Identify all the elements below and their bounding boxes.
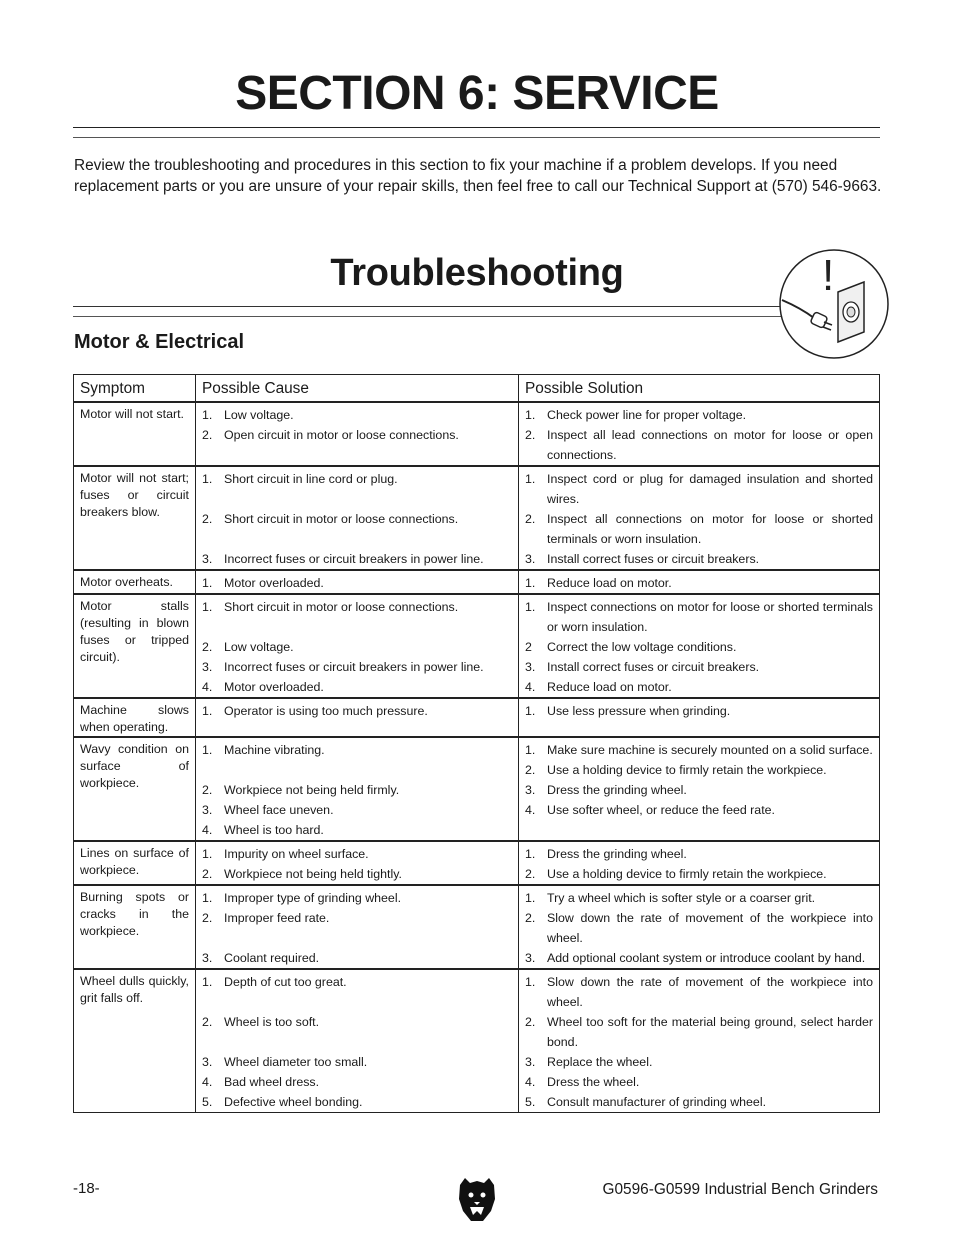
page-number: -18- — [73, 1180, 100, 1197]
symptom-cell — [74, 885, 196, 969]
list-item — [202, 820, 512, 840]
item-number: 2. — [202, 428, 213, 442]
list-item — [525, 800, 873, 820]
subsection-title: Motor & Electrical — [74, 331, 245, 353]
header-possible-cause: Possible Cause — [196, 375, 519, 403]
item-number: 3. — [202, 803, 213, 817]
cause-list — [196, 970, 518, 1112]
item-text: Incorrect fuses or circuit breakers in power line. — [224, 552, 484, 566]
table-row — [74, 737, 880, 841]
item-text: Defective wheel bonding. — [224, 1095, 363, 1109]
list-item — [525, 677, 873, 697]
list-item — [202, 1092, 512, 1112]
solution-cell — [519, 841, 880, 885]
solution-cell — [519, 885, 880, 969]
item-number: 1. — [525, 743, 536, 757]
item-text: Correct the low voltage conditions. — [547, 640, 737, 654]
item-text: Inspect connections on motor for loose or shorted terminals or worn insulation. — [547, 600, 873, 634]
item-number: 2. — [525, 1015, 536, 1029]
cause-cell — [196, 737, 519, 841]
list-item — [525, 657, 873, 677]
list-item — [525, 549, 873, 569]
symptom-cell — [74, 841, 196, 885]
item-text: Wheel is too soft. — [224, 1015, 320, 1029]
item-text: Consult manufacturer of grinding wheel. — [547, 1095, 767, 1109]
troubleshooting-rule — [73, 306, 785, 307]
item-number: 3. — [525, 552, 536, 566]
item-number: 3. — [202, 1055, 213, 1069]
list-item — [202, 469, 512, 509]
item-text: Short circuit in line cord or plug. — [224, 472, 398, 486]
cause-cell — [196, 466, 519, 570]
item-number: 1. — [525, 472, 536, 486]
table-row — [74, 969, 880, 1113]
list-item — [202, 1052, 512, 1072]
item-text: Reduce load on motor. — [547, 576, 672, 590]
list-item — [202, 948, 512, 968]
list-item — [202, 549, 512, 569]
item-number: 1. — [202, 576, 213, 590]
item-text: Wheel diameter too small. — [224, 1055, 368, 1069]
item-number: 3. — [525, 951, 536, 965]
list-item — [202, 425, 512, 445]
table-row — [74, 841, 880, 885]
item-number: 1. — [202, 472, 213, 486]
item-text: Slow down the rate of movement of the workpiece into wheel. — [547, 975, 873, 1009]
item-number: 4. — [202, 680, 213, 694]
symptom-cell — [74, 969, 196, 1113]
cause-list — [196, 886, 518, 968]
solution-list — [519, 738, 879, 820]
item-number: 1. — [202, 891, 213, 905]
list-item — [202, 740, 512, 780]
item-text: Reduce load on motor. — [547, 680, 672, 694]
symptom-text: Wheel dulls quickly, grit falls off. — [80, 974, 189, 1005]
item-text: Replace the wheel. — [547, 1055, 653, 1069]
symptom-text: Motor stalls (resulting in blown fuses or tripped circuit). — [80, 599, 189, 664]
cause-list — [196, 467, 518, 569]
warning-glyph: ! — [822, 251, 835, 300]
list-item — [525, 740, 873, 760]
item-number: 4. — [525, 680, 536, 694]
item-number: 2. — [525, 911, 536, 925]
cause-cell — [196, 885, 519, 969]
cause-cell — [196, 402, 519, 466]
item-number: 5. — [202, 1095, 213, 1109]
cause-list — [196, 595, 518, 697]
cause-list — [196, 403, 518, 445]
solution-cell — [519, 466, 880, 570]
item-text: Improper feed rate. — [224, 911, 330, 925]
list-item — [202, 573, 512, 593]
table-row — [74, 885, 880, 969]
item-number: 2. — [202, 1015, 213, 1029]
cause-cell — [196, 698, 519, 737]
item-text: Install correct fuses or circuit breakers. — [547, 552, 760, 566]
item-number: 1. — [525, 847, 536, 861]
list-item — [202, 780, 512, 800]
cause-list — [196, 842, 518, 884]
list-item — [202, 1012, 512, 1052]
header-possible-solution: Possible Solution — [519, 375, 880, 403]
list-item — [525, 1072, 873, 1092]
item-number: 2. — [202, 783, 213, 797]
list-item — [525, 864, 873, 884]
solution-cell — [519, 594, 880, 698]
item-text: Open circuit in motor or loose connections. — [224, 428, 459, 442]
table-row — [74, 402, 880, 466]
item-text: Low voltage. — [224, 408, 294, 422]
item-number: 4. — [202, 823, 213, 837]
item-text: Bad wheel dress. — [224, 1075, 320, 1089]
list-item — [202, 405, 512, 425]
solution-list — [519, 842, 879, 884]
list-item — [202, 637, 512, 657]
item-number: 1. — [525, 408, 536, 422]
item-text: Workpiece not being held tightly. — [224, 867, 402, 881]
list-item — [525, 701, 873, 721]
item-number: 1. — [525, 704, 536, 718]
item-text: Inspect all connections on motor for loose or shorted terminals or worn insulation. — [547, 512, 873, 546]
list-item — [525, 1012, 873, 1052]
symptom-cell — [74, 466, 196, 570]
troubleshooting-table — [73, 374, 880, 1113]
item-number: 1. — [202, 975, 213, 989]
list-item — [525, 780, 873, 800]
table-row — [74, 466, 880, 570]
list-item — [525, 405, 873, 425]
electrical-warning-icon — [778, 248, 890, 360]
item-number: 3. — [202, 951, 213, 965]
table-row — [74, 594, 880, 698]
item-text: Short circuit in motor or loose connections. — [224, 600, 459, 614]
item-text: Coolant required. — [224, 951, 320, 965]
item-text: Motor overloaded. — [224, 576, 324, 590]
footer-title: G0596-G0599 Industrial Bench Grinders — [602, 1181, 878, 1198]
item-number: 1. — [525, 600, 536, 614]
list-item — [525, 888, 873, 908]
symptom-text: Motor will not start; fuses or circuit breakers blow. — [80, 471, 189, 519]
item-number: 2. — [202, 640, 213, 654]
item-number: 1. — [202, 600, 213, 614]
symptom-text: Wavy condition on surface of workpiece. — [80, 742, 189, 790]
cause-list — [196, 738, 518, 840]
list-item — [525, 1092, 873, 1112]
list-item — [525, 509, 873, 549]
symptom-cell — [74, 570, 196, 594]
solution-list — [519, 403, 879, 465]
item-number: 1. — [202, 743, 213, 757]
symptom-cell — [74, 737, 196, 841]
solution-list — [519, 467, 879, 569]
list-item — [525, 469, 873, 509]
list-item — [202, 677, 512, 697]
table-row — [74, 698, 880, 737]
item-number: 1. — [525, 576, 536, 590]
item-text: Inspect all lead connections on motor for loose or open connections. — [547, 428, 873, 462]
item-text: Add optional coolant system or introduce coolant by hand. — [547, 951, 866, 965]
item-text: Inspect cord or plug for damaged insulation and shorted wires. — [547, 472, 873, 506]
solution-cell — [519, 570, 880, 594]
symptom-cell — [74, 402, 196, 466]
title-rule-secondary — [73, 137, 880, 138]
item-text: Use a holding device to firmly retain the workpiece. — [547, 763, 827, 777]
symptom-cell — [74, 698, 196, 737]
solution-cell — [519, 698, 880, 737]
item-text: Make sure machine is securely mounted on a solid surface. — [547, 743, 873, 757]
item-number: 1. — [525, 975, 536, 989]
list-item — [525, 597, 873, 637]
item-text: Incorrect fuses or circuit breakers in power line. — [224, 660, 484, 674]
item-number: 2 — [525, 640, 532, 654]
list-item — [525, 844, 873, 864]
list-item — [525, 908, 873, 948]
list-item — [202, 597, 512, 637]
item-number: 2. — [202, 512, 213, 526]
symptom-text: Lines on surface of workpiece. — [80, 846, 189, 877]
item-text: Use less pressure when grinding. — [547, 704, 731, 718]
item-text: Check power line for proper voltage. — [547, 408, 747, 422]
list-item — [202, 844, 512, 864]
item-text: Low voltage. — [224, 640, 294, 654]
list-item — [525, 573, 873, 593]
item-number: 2. — [525, 428, 536, 442]
symptom-cell — [74, 594, 196, 698]
list-item — [202, 972, 512, 1012]
item-number: 3. — [202, 552, 213, 566]
list-item — [525, 760, 873, 780]
item-text: Try a wheel which is softer style or a coarser grit. — [547, 891, 816, 905]
solution-list — [519, 595, 879, 697]
item-number: 2. — [202, 867, 213, 881]
list-item — [202, 509, 512, 549]
item-number: 1. — [525, 891, 536, 905]
solution-cell — [519, 737, 880, 841]
symptom-text: Motor overheats. — [80, 575, 173, 589]
solution-cell — [519, 969, 880, 1113]
list-item — [202, 800, 512, 820]
item-number: 3. — [525, 660, 536, 674]
bear-logo-icon — [456, 1175, 498, 1223]
item-number: 4. — [525, 803, 536, 817]
item-text: Wheel is too hard. — [224, 823, 324, 837]
cause-cell — [196, 841, 519, 885]
list-item — [202, 864, 512, 884]
item-text: Dress the grinding wheel. — [547, 783, 687, 797]
item-number: 2. — [525, 867, 536, 881]
item-text: Use softer wheel, or reduce the feed rate. — [547, 803, 775, 817]
item-number: 1. — [202, 704, 213, 718]
cause-cell — [196, 594, 519, 698]
solution-list — [519, 970, 879, 1112]
item-text: Slow down the rate of movement of the workpiece into wheel. — [547, 911, 873, 945]
list-item — [525, 425, 873, 465]
item-text: Dress the grinding wheel. — [547, 847, 687, 861]
troubleshooting-title: Troubleshooting — [330, 252, 624, 294]
list-item — [525, 972, 873, 1012]
table-row — [74, 570, 880, 594]
item-number: 2. — [525, 763, 536, 777]
item-text: Impurity on wheel surface. — [224, 847, 369, 861]
list-item — [202, 657, 512, 677]
item-number: 3. — [525, 783, 536, 797]
title-rule — [73, 127, 880, 128]
cause-cell — [196, 570, 519, 594]
item-number: 1. — [202, 408, 213, 422]
item-number: 5. — [525, 1095, 536, 1109]
item-text: Improper type of grinding wheel. — [224, 891, 402, 905]
solution-list — [519, 571, 879, 593]
list-item — [525, 1052, 873, 1072]
item-text: Install correct fuses or circuit breakers. — [547, 660, 760, 674]
cause-list — [196, 571, 518, 593]
item-text: Wheel too soft for the material being ground, select harder bond. — [547, 1015, 873, 1049]
item-number: 3. — [525, 1055, 536, 1069]
symptom-text: Machine slows when operating. — [80, 703, 189, 734]
list-item — [202, 908, 512, 948]
list-item — [202, 888, 512, 908]
item-number: 3. — [202, 660, 213, 674]
list-item — [525, 637, 873, 657]
item-text: Motor overloaded. — [224, 680, 324, 694]
solution-cell — [519, 402, 880, 466]
item-text: Workpiece not being held firmly. — [224, 783, 400, 797]
cause-list — [196, 699, 518, 721]
cause-cell — [196, 969, 519, 1113]
list-item — [202, 1072, 512, 1092]
list-item — [202, 701, 512, 721]
item-number: 2. — [525, 512, 536, 526]
solution-list — [519, 699, 879, 721]
item-text: Dress the wheel. — [547, 1075, 640, 1089]
item-number: 2. — [202, 911, 213, 925]
solution-list — [519, 886, 879, 968]
item-text: Operator is using too much pressure. — [224, 704, 428, 718]
list-item — [525, 948, 873, 968]
item-text: Short circuit in motor or loose connections. — [224, 512, 459, 526]
symptom-text: Motor will not start. — [80, 407, 184, 421]
item-text: Use a holding device to firmly retain the workpiece. — [547, 867, 827, 881]
item-text: Machine vibrating. — [224, 743, 325, 757]
troubleshooting-rule-secondary — [73, 316, 785, 317]
item-number: 1. — [202, 847, 213, 861]
section-title: SECTION 6: SERVICE — [235, 67, 719, 120]
symptom-text: Burning spots or cracks in the workpiece. — [80, 890, 189, 938]
item-text: Wheel face uneven. — [224, 803, 334, 817]
item-number: 4. — [202, 1075, 213, 1089]
header-symptom: Symptom — [74, 375, 196, 403]
item-text: Depth of cut too great. — [224, 975, 347, 989]
intro-paragraph: Review the troubleshooting and procedures in this section to fix your machine if a problem develops. If you need replacement parts or you are unsure of your repair skills, then feel free to call our Technical Support at (570) 546-9663. — [74, 157, 882, 195]
item-number: 4. — [525, 1075, 536, 1089]
